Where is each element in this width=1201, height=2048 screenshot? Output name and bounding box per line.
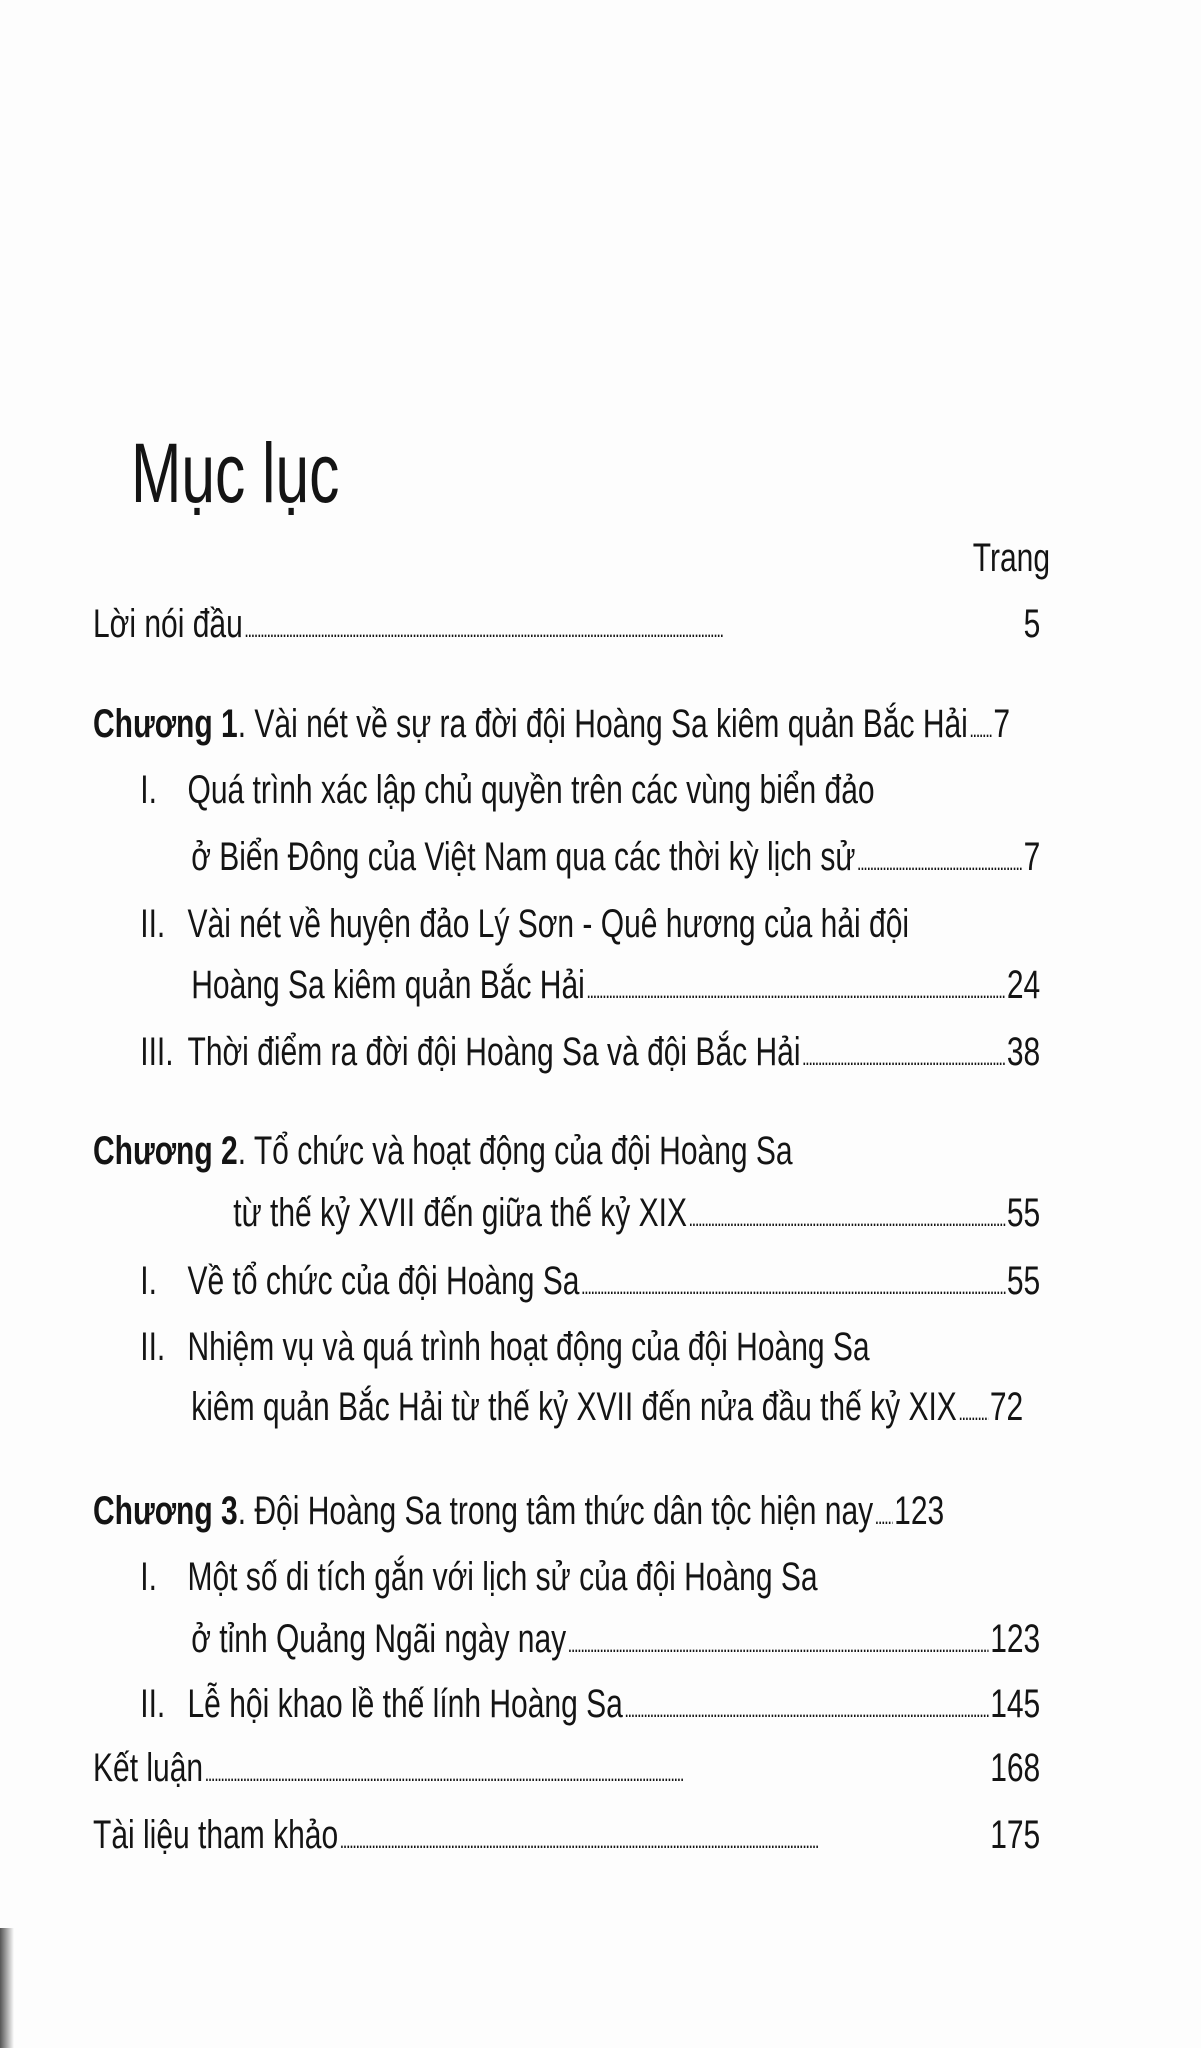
entry-text: Lễ hội khao lề thế lính Hoàng Sa bbox=[187, 1682, 623, 1726]
section-number: II. bbox=[140, 902, 166, 946]
page-number: 38 bbox=[1006, 1030, 1041, 1074]
entry-text: Nhiệm vụ và quá trình hoạt động của đội Hoàng Sa bbox=[187, 1325, 870, 1369]
page-title: Mục lục bbox=[131, 426, 340, 521]
toc-entry-1-II-cont bbox=[93, 963, 1040, 1013]
section-number: II. bbox=[140, 1682, 166, 1726]
entry-text-cont: từ thế kỷ XVII đến giữa thế kỷ XIX bbox=[233, 1191, 687, 1235]
page-column-label: Trang bbox=[972, 536, 1050, 580]
toc-entry-chapter-2-cont bbox=[93, 1191, 1040, 1241]
toc-entry-3-I-cont bbox=[93, 1617, 1040, 1667]
page-number: 168 bbox=[990, 1746, 1041, 1790]
page-number: 123 bbox=[894, 1489, 945, 1533]
dot-leader bbox=[875, 1495, 893, 1539]
toc-entry-chapter-3 bbox=[93, 1489, 1040, 1539]
entry-text: Tài liệu tham khảo bbox=[93, 1813, 339, 1857]
toc-entry-conclusion bbox=[93, 1746, 1040, 1796]
entry-text-cont: kiêm quản Bắc Hải từ thế kỷ XVII đến nửa đầu thế kỷ XIX bbox=[191, 1385, 957, 1429]
entry-text: Thời điểm ra đời đội Hoàng Sa và đội Bắc Hải bbox=[187, 1030, 801, 1074]
page-number: 72 bbox=[989, 1385, 1024, 1429]
dot-leader bbox=[688, 1197, 1005, 1241]
entry-text: Về tổ chức của đội Hoàng Sa bbox=[187, 1259, 580, 1303]
dot-leader bbox=[340, 1819, 989, 1863]
dot-leader bbox=[581, 1265, 1005, 1309]
dot-leader bbox=[802, 1036, 1005, 1080]
section-number: I. bbox=[140, 768, 157, 812]
dot-leader bbox=[969, 708, 992, 752]
dot-leader bbox=[568, 1623, 989, 1667]
entry-text: . Đội Hoàng Sa trong tâm thức dân tộc hiện nay bbox=[237, 1489, 874, 1533]
toc-entry-chapter-2 bbox=[93, 1129, 1040, 1173]
toc-entry-1-I-cont bbox=[93, 835, 1040, 885]
entry-text-cont: ở tỉnh Quảng Ngãi ngày nay bbox=[191, 1617, 567, 1661]
section-number: III. bbox=[140, 1030, 174, 1074]
entry-text: Lời nói đầu bbox=[93, 602, 243, 646]
dot-leader bbox=[624, 1688, 988, 1732]
page-number: 7 bbox=[993, 702, 1011, 746]
toc-entry-2-II bbox=[93, 1325, 1040, 1369]
entry-text: . Tổ chức và hoạt động của đội Hoàng Sa bbox=[237, 1129, 793, 1173]
section-number: I. bbox=[140, 1259, 157, 1303]
chapter-label: Chương 3 bbox=[93, 1489, 238, 1533]
toc-entry-chapter-1 bbox=[93, 702, 1040, 752]
chapter-label: Chương 2 bbox=[93, 1129, 238, 1173]
entry-text: . Vài nét về sự ra đời đội Hoàng Sa kiêm quản Bắc Hải bbox=[237, 702, 968, 746]
page-number: 5 bbox=[1023, 602, 1041, 646]
toc-entry-1-III bbox=[93, 1030, 1040, 1080]
toc-entry-3-I bbox=[93, 1555, 1040, 1599]
page-number: 55 bbox=[1006, 1259, 1041, 1303]
toc-entry-preface bbox=[93, 602, 1040, 652]
toc-entry-2-II-cont bbox=[93, 1385, 1040, 1435]
dot-leader bbox=[958, 1391, 988, 1435]
dot-leader bbox=[857, 841, 1022, 885]
toc-entry-3-II bbox=[93, 1682, 1040, 1732]
entry-text: Kết luận bbox=[93, 1746, 204, 1790]
toc-entry-2-I bbox=[93, 1259, 1040, 1309]
page-number: 24 bbox=[1006, 963, 1041, 1007]
toc-entry-1-II bbox=[93, 902, 1040, 946]
dot-leader bbox=[244, 608, 1022, 652]
page-number: 55 bbox=[1006, 1191, 1041, 1235]
entry-text-cont: ở Biển Đông của Việt Nam qua các thời kỳ lịch sử bbox=[191, 835, 856, 879]
entry-text-cont: Hoàng Sa kiêm quản Bắc Hải bbox=[191, 963, 585, 1007]
section-number: I. bbox=[140, 1555, 157, 1599]
page-number: 145 bbox=[990, 1682, 1041, 1726]
chapter-label: Chương 1 bbox=[93, 702, 238, 746]
dot-leader bbox=[586, 969, 1005, 1013]
page-number: 7 bbox=[1023, 835, 1041, 879]
page-number: 123 bbox=[990, 1617, 1041, 1661]
entry-text: Vài nét về huyện đảo Lý Sơn - Quê hương của hải đội bbox=[187, 902, 910, 946]
dot-leader bbox=[205, 1752, 989, 1796]
entry-text: Quá trình xác lập chủ quyền trên các vùng biển đảo bbox=[187, 768, 875, 812]
page-edge-shadow bbox=[0, 1928, 14, 2048]
section-number: II. bbox=[140, 1325, 166, 1369]
page-number: 175 bbox=[990, 1813, 1041, 1857]
toc-entry-1-I bbox=[93, 768, 1040, 812]
entry-text: Một số di tích gắn với lịch sử của đội Hoàng Sa bbox=[187, 1555, 818, 1599]
toc-entry-references bbox=[93, 1813, 1040, 1863]
